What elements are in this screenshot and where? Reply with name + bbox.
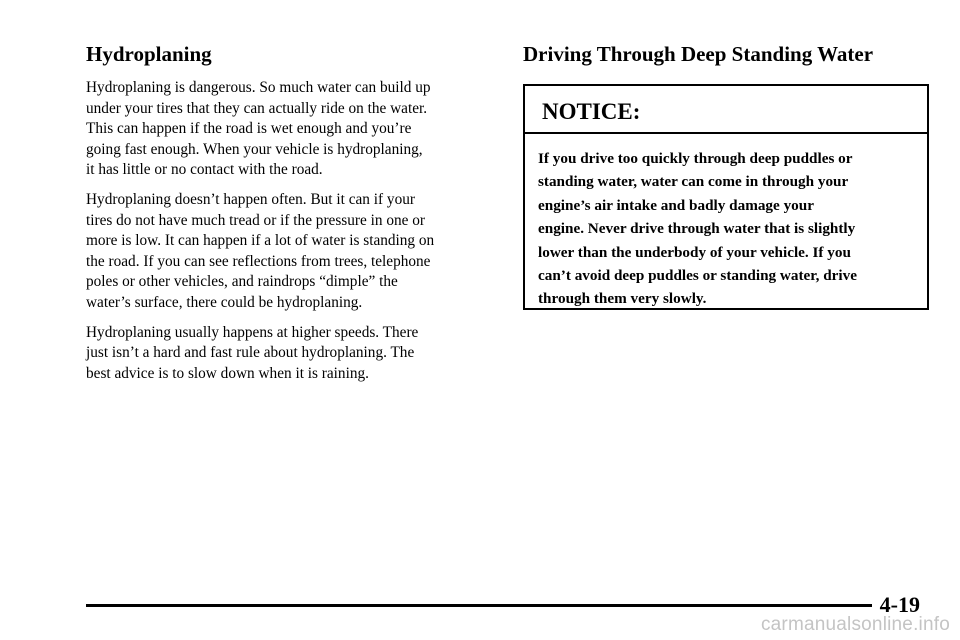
text-line: Hydroplaning is dangerous. So much water can build up (86, 79, 431, 96)
footer-rule (86, 604, 872, 607)
text-line: under your tires that they can actually ride on the water. (86, 99, 428, 117)
deep-water-section (523, 42, 929, 84)
text-line: Hydroplaning usually happens at higher speeds. There (86, 323, 419, 341)
notice-body (525, 134, 927, 311)
hydroplaning-section (86, 42, 494, 393)
paragraph-1 (86, 78, 494, 181)
notice-line: If you drive too quickly through deep puddles or (538, 150, 853, 167)
notice-line: through them very slowly. (538, 290, 707, 308)
text-line: tires do not have much tread or if the pressure in one or (86, 211, 425, 229)
paragraph-2 (86, 190, 494, 314)
page-number: 4-19 (879, 592, 920, 617)
notice-header (525, 86, 927, 134)
notice-line: engine. Never drive through water that is slightly (538, 220, 856, 238)
text-line: water’s surface, there could be hydroplaning. (86, 293, 363, 311)
paragraph-3 (86, 323, 494, 385)
notice-line: standing water, water can come in through your (538, 173, 849, 191)
text-line: Hydroplaning doesn’t happen often. But it can if your (86, 190, 415, 208)
watermark-link[interactable]: carmanualsonline.info (760, 614, 950, 635)
hydroplaning-heading: Hydroplaning (86, 42, 212, 66)
text-line: This can happen if the road is wet enough and you’re (86, 120, 412, 138)
text-line: the road. If you can see reflections from trees, telephone (86, 252, 431, 270)
notice-box (523, 84, 929, 310)
text-line: going fast enough. When your vehicle is hydroplaning, (86, 140, 423, 158)
notice-line: can’t avoid deep puddles or standing water, drive (538, 267, 857, 285)
notice-line: engine’s air intake and badly damage your (538, 196, 814, 214)
deep-water-heading: Driving Through Deep Standing Water (523, 42, 874, 66)
text-line: more is low. It can happen if a lot of water is standing on (86, 232, 435, 250)
text-line: poles or other vehicles, and raindrops “dimple” the (86, 273, 398, 291)
text-line: best advice is to slow down when it is raining. (86, 364, 369, 382)
text-line: just isn’t a hard and fast rule about hydroplaning. The (86, 344, 415, 362)
notice-line: lower than the underbody of your vehicle. If you (538, 243, 851, 261)
notice-title: NOTICE: (542, 99, 641, 124)
text-line: it has little or no contact with the road. (86, 161, 323, 179)
